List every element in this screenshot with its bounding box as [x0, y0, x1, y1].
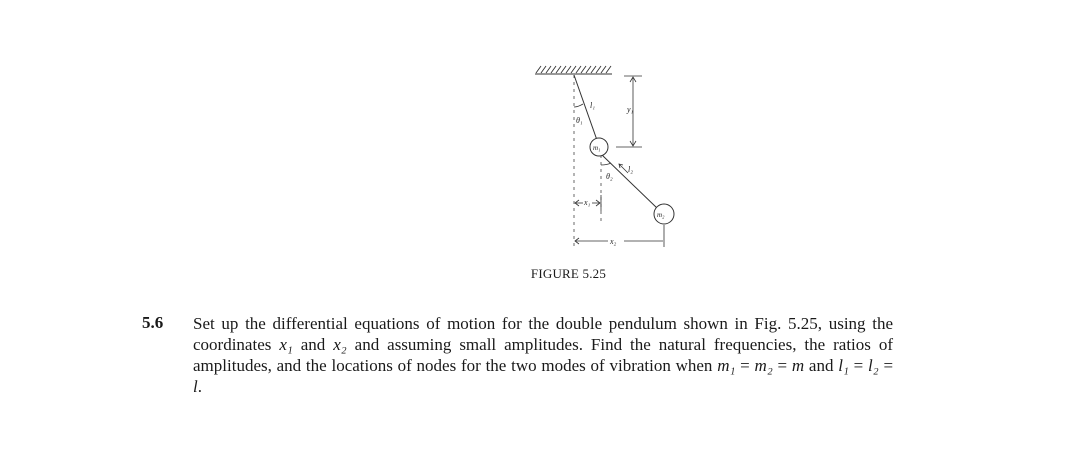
symbol-m2: m₂ — [754, 356, 773, 375]
figure-caption: FIGURE 5.25 — [530, 266, 607, 281]
double-pendulum-figure — [520, 55, 720, 265]
theta2-angle-arc — [601, 163, 611, 165]
problem-statement — [193, 313, 893, 397]
l2-arrow — [619, 164, 628, 173]
ceiling-support — [535, 66, 612, 74]
x2-dimension — [575, 225, 664, 247]
text-segment: = — [772, 356, 792, 375]
symbol-l: l — [193, 377, 198, 396]
symbol-x1: x₁ — [279, 335, 293, 354]
label-theta1: θ₁ — [576, 116, 583, 125]
label-x2: x₂ — [610, 237, 617, 246]
label-l2: l₂ — [628, 165, 634, 174]
label-x1: x₁ — [584, 198, 591, 207]
text-segment: . — [197, 377, 202, 396]
problem-number: 5.6 — [142, 313, 164, 332]
double-pendulum-diagram — [520, 55, 720, 265]
text-segment: and — [804, 356, 839, 375]
symbol-x2: x₂ — [333, 335, 347, 354]
text-segment: and assuming small amplitudes. Find the natural frequencies, the ratios of amplitudes, and the locations of nodes for the two modes of vibration when — [193, 335, 894, 375]
symbol-l2: l₂ — [868, 356, 879, 375]
theta1-angle-arc — [574, 104, 583, 107]
symbol-l1: l₁ — [838, 356, 849, 375]
text-segment: = — [878, 356, 894, 375]
text-segment: and — [292, 335, 334, 354]
text-segment: Set up the differential equations of motion for the double pendulum shown in Fig. 5.25, using the coordinates — [193, 314, 893, 354]
label-m1: m₁ — [593, 144, 601, 152]
label-m2: m₂ — [657, 211, 665, 219]
text-segment: = — [735, 356, 755, 375]
symbol-m: m — [791, 356, 805, 375]
label-l1: l₁ — [590, 101, 596, 110]
label-theta2: θ₂ — [606, 172, 613, 181]
label-y1: y₁ — [627, 105, 634, 114]
text-segment: = — [848, 356, 869, 375]
symbol-m1: m₁ — [717, 356, 736, 375]
